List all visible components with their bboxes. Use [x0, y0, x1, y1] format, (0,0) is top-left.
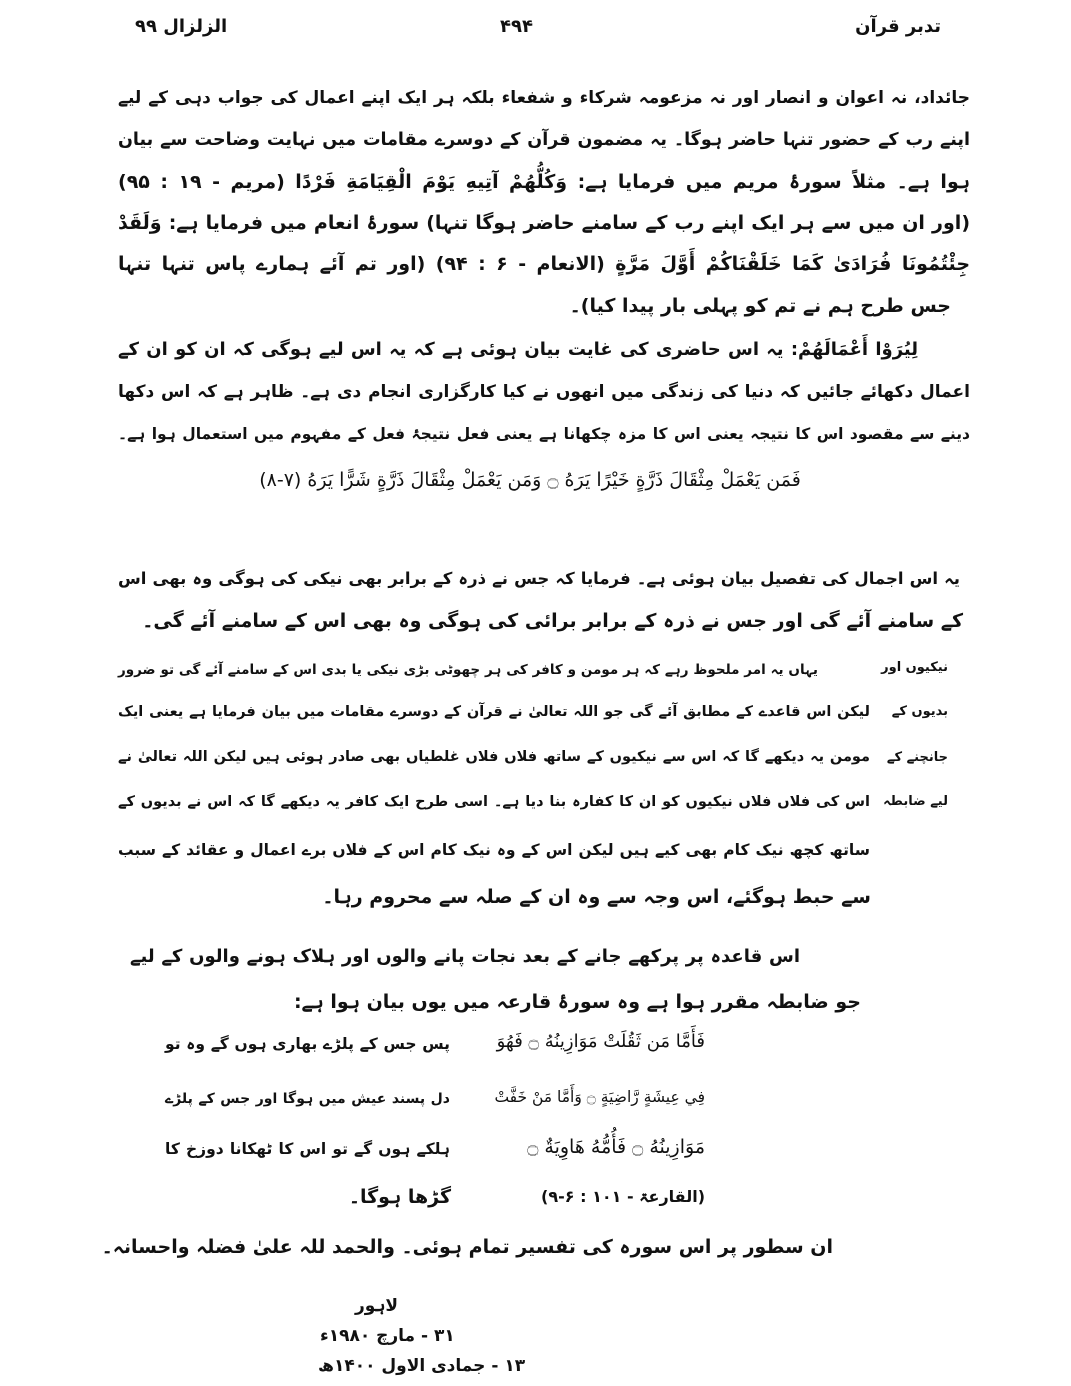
- translation-line: گڑھا ہوگا۔: [348, 1186, 451, 1208]
- text-line: (اور ان میں سے ہر ایک اپنے رب کے سامنے حاضر ہوگا تنہا) سورۂ انعام میں فرمایا ہے: وَلَقَدْ: [118, 212, 970, 234]
- book-title: تدبر قرآن: [855, 16, 941, 37]
- text-line: ہوا ہے۔ مثلاً سورۂ مریم میں فرمایا ہے: وَكُلُّهُمْ آتِيهِ يَوْمَ الْقِيَامَةِ فَرْدًا (مریم - ۱۹ : ۹۵): [118, 171, 970, 193]
- translation-line: ہلکے ہوں گے تو اس کا ٹھکانا دوزخ کا: [165, 1140, 450, 1158]
- margin-note-line: نیکیوں اور: [881, 660, 948, 675]
- verse-reference: (القارعۃ - ۱۰۱ : ۶-۹): [541, 1187, 705, 1206]
- text-line: یہ اس اجمال کی تفصیل بیان ہوئی ہے۔ فرمایا کہ جس نے ذرہ کے برابر بھی نیکی کی ہوگی وہ بھی اس: [118, 569, 960, 588]
- text-line: ساتھ کچھ نیک کام بھی کیے ہیں لیکن اس کے وہ نیک کام اس کے فلاں برے اعمال و عقائد کے سبب: [118, 841, 870, 859]
- translation-line: پس جس کے پلڑے بھاری ہوں گے وہ تو: [165, 1035, 450, 1053]
- closing-statement: ان سطور پر اس سورہ کی تفسیر تمام ہوئی۔ والحمد للہ علیٰ فضلہ واحسانہ۔: [101, 1236, 833, 1258]
- text-line: اپنے رب کے حضور تنہا حاضر ہوگا۔ یہ مضمون قرآن کے دوسرے مقامات میں نہایت وضاحت سے بیان: [118, 130, 970, 150]
- text-line: مومن یہ دیکھے گا کہ اس سے نیکیوں کے ساتھ فلاں فلاں غلطیاں بھی صادر ہوئی ہیں لیکن اللہ تعالیٰ نے: [118, 749, 870, 765]
- margin-note-line: لیے ضابطہ: [883, 794, 948, 809]
- margin-note-line: بدیوں کے: [891, 704, 948, 719]
- page-number: ۴۹۴: [500, 16, 533, 37]
- text-line: لِيُرَوْا أَعْمَالَهُمْ: یہ اس حاضری کی غایت بیان ہوئی ہے کہ یہ اس لیے ہوگی کہ ان کو ان کے: [118, 339, 918, 360]
- text-line: اس قاعدہ پر پرکھے جانے کے بعد نجات پانے والوں اور ہلاک ہونے والوں کے لیے: [130, 946, 800, 967]
- margin-note-line: جانچنے کے: [886, 750, 948, 765]
- quran-verse: فَمَن يَعْمَلْ مِثْقَالَ ذَرَّةٍ خَيْرًا يَرَهُ ۝ وَمَن يَعْمَلْ مِثْقَالَ ذَرَّةٍ شَرًّا يَرَهُ (۷-۸): [259, 469, 801, 491]
- translation-line: دل پسند عیش میں ہوگا اور جس کے پلڑے: [165, 1091, 450, 1107]
- text-line: لیکن اس قاعدے کے مطابق آئے گی جو اللہ تعالیٰ نے قرآن کے دوسرے مقامات میں بیان فرمایا ہے یعنی ایک: [118, 704, 870, 720]
- text-line: دینے سے مقصود اس کا نتیجہ یعنی اس کا مزہ چکھانا ہے یعنی فعل نتیجۂ فعل کے مفہوم میں استعمال ہوا ہے۔: [118, 425, 970, 443]
- text-line: اس کی فلاں فلاں نیکیوں کو ان کا کفارہ بنا دیا ہے۔ اسی طرح ایک کافر یہ دیکھے گا کہ اس نے بدیوں کے: [118, 794, 870, 810]
- signoff-date-hijri: ۱۳ - جمادی الاول ۱۴۰۰ھ: [318, 1356, 526, 1376]
- arabic-verse-line: فِي عِيشَةٍ رَّاضِيَةٍ ۝ وَأَمَّا مَنْ خَفَّتْ: [494, 1088, 705, 1106]
- text-line: جِئْتُمُونَا فُرَادَىٰ كَمَا خَلَقْنَاكُمْ أَوَّلَ مَرَّةٍ (الانعام - ۶ : ۹۴) (اور تم آئے ہمارے پاس تنہا تنہا: [118, 253, 971, 275]
- text-line: جائداد، نہ اعوان و انصار اور نہ مزعومہ شرکاء و شفعاء بلکہ ہر ایک اپنے اعمال کی جواب دہی کے لیے: [118, 88, 970, 108]
- text-line: یہاں یہ امر ملحوظ رہے کہ ہر مومن و کافر کی ہر چھوٹی بڑی نیکی یا بدی اس کے سامنے آئے گی تو ضرور: [118, 662, 818, 678]
- arabic-verse-line: مَوَازِينُهُ ۝ فَأُمُّهُ هَاوِيَةٌ ۝: [527, 1136, 705, 1158]
- text-line: جس طرح ہم نے تم کو پہلی بار پیدا کیا)۔: [569, 295, 951, 317]
- surah-reference: الزلزال ۹۹: [135, 16, 228, 37]
- text-line: سے حبط ہوگئے، اس وجہ سے وہ ان کے صلہ سے محروم رہا۔: [322, 886, 871, 908]
- arabic-verse-line: فَأَمَّا مَن ثَقُلَتْ مَوَازِينُهُ ۝ فَهُوَ: [496, 1031, 705, 1052]
- text-line: جو ضابطہ مقرر ہوا ہے وہ سورۂ قارعہ میں یوں بیان ہوا ہے:: [293, 991, 861, 1013]
- text-line: اعمال دکھائے جائیں کہ دنیا کی زندگی میں انھوں نے کیا کارگزاری انجام دی ہے۔ ظاہر ہے کہ اس دکھا: [118, 382, 970, 402]
- text-line: کے سامنے آئے گی اور جس نے ذرہ کے برابر برائی کی ہوگی وہ بھی اس کے سامنے آئے گی۔: [142, 610, 963, 632]
- signoff-date-gregorian: ۳۱ - مارچ ۱۹۸۰ء: [320, 1326, 455, 1346]
- signoff-place: لاہور: [355, 1296, 399, 1316]
